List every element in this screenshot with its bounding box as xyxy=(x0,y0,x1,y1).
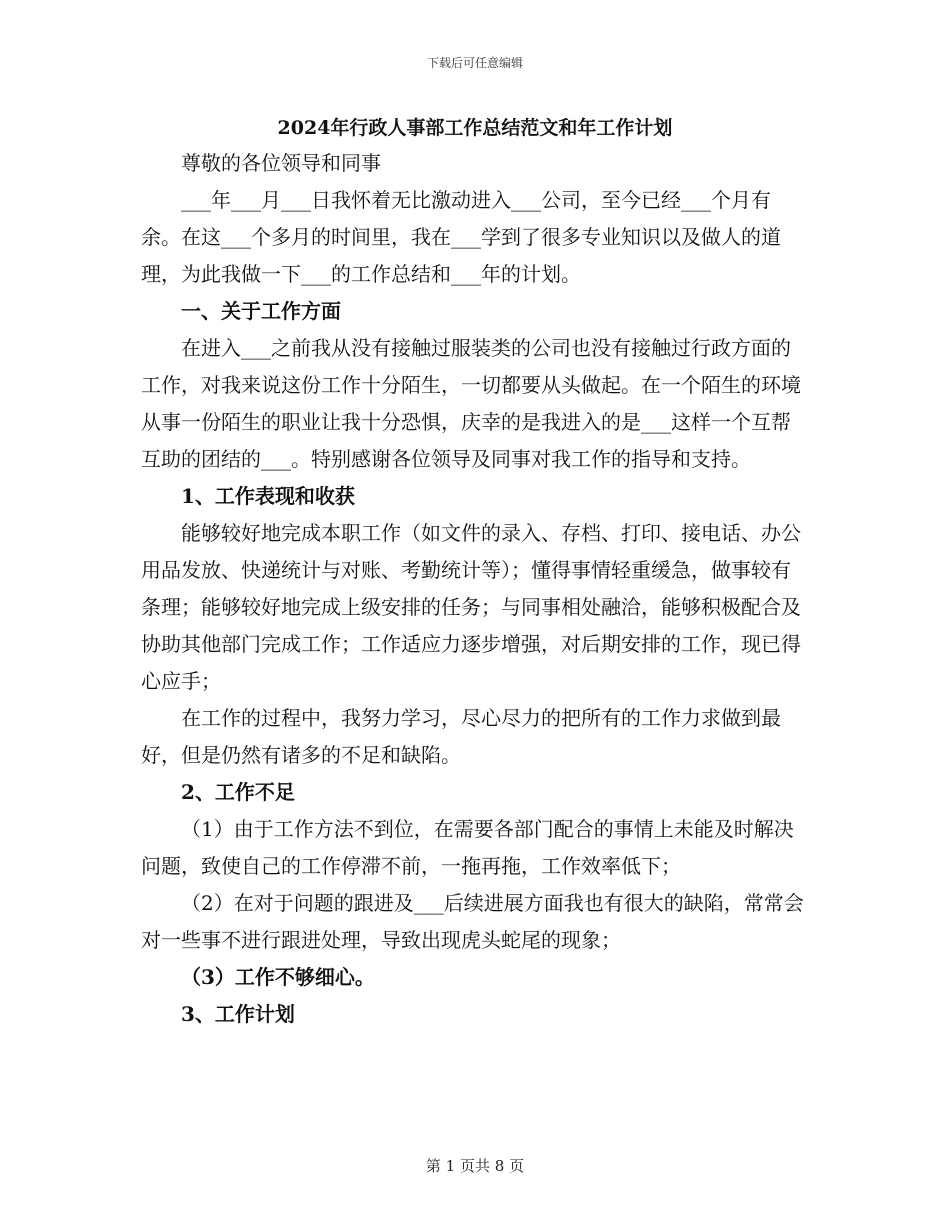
subheading-shortcomings: 2、工作不足 xyxy=(181,780,295,804)
shortcoming-item-2: （2）在对于问题的跟进及___后续进展方面我也有很大的缺陷，常常会对一些事不进行跟进处理，导致出现虎头蛇尾的现象； xyxy=(141,891,804,952)
performance-paragraph: 能够较好地完成本职工作（如文件的录入、存档、打印、接电话、办公用品发放、快递统计与对账、考勤统计等）；懂得事情轻重缓急，做事较有条理；能够较好地完成上级安排的任务；与同事相处融洽，能够积极配合及协助其他部门完成工作；工作适应力逐步增强，对后期安排的工作，现已得心应手； xyxy=(141,521,801,693)
section-paragraph-work: 在进入___之前我从没有接触过服装类的公司也没有接触过行政方面的工作，对我来说这份工作十分陌生，一切都要从头做起。在一个陌生的环境从事一份陌生的职业让我十分恐惧，庆幸的是我进入的是___这样一个互帮互助的团结的___。特别感谢各位领导及同事对我工作的指导和支持。 xyxy=(141,336,801,471)
intro-paragraph: ___年___月___日我怀着无比激动进入___公司，至今已经___个月有余。在这___个多月的时间里，我在___学到了很多专业知识以及做人的道理，为此我做一下___的工作总结和___年的计划。 xyxy=(141,188,781,286)
subheading-plan: 3、工作计划 xyxy=(181,1002,295,1026)
shortcoming-item-3: （3）工作不够细心。 xyxy=(181,965,375,989)
effort-paragraph: 在工作的过程中，我努力学习，尽心尽力的把所有的工作力求做到最好，但是仍然有诸多的不足和缺陷。 xyxy=(141,706,781,767)
document-title: 2024年行政人事部工作总结范文和年工作计划 xyxy=(277,117,673,139)
section-heading-work: 一、关于工作方面 xyxy=(181,299,341,323)
subheading-performance: 1、工作表现和收获 xyxy=(181,484,355,508)
salutation: 尊敬的各位领导和同事 xyxy=(181,151,381,175)
shortcoming-item-1: （1）由于工作方法不到位，在需要各部门配合的事情上未能及时解决问题，致使自己的工作停滞不前，一拖再拖，工作效率低下； xyxy=(141,817,794,878)
page-footer: 第 1 页共 8 页 xyxy=(425,1157,525,1175)
page-header: 下载后可任意编辑 xyxy=(426,56,523,70)
document-body xyxy=(141,111,809,1033)
